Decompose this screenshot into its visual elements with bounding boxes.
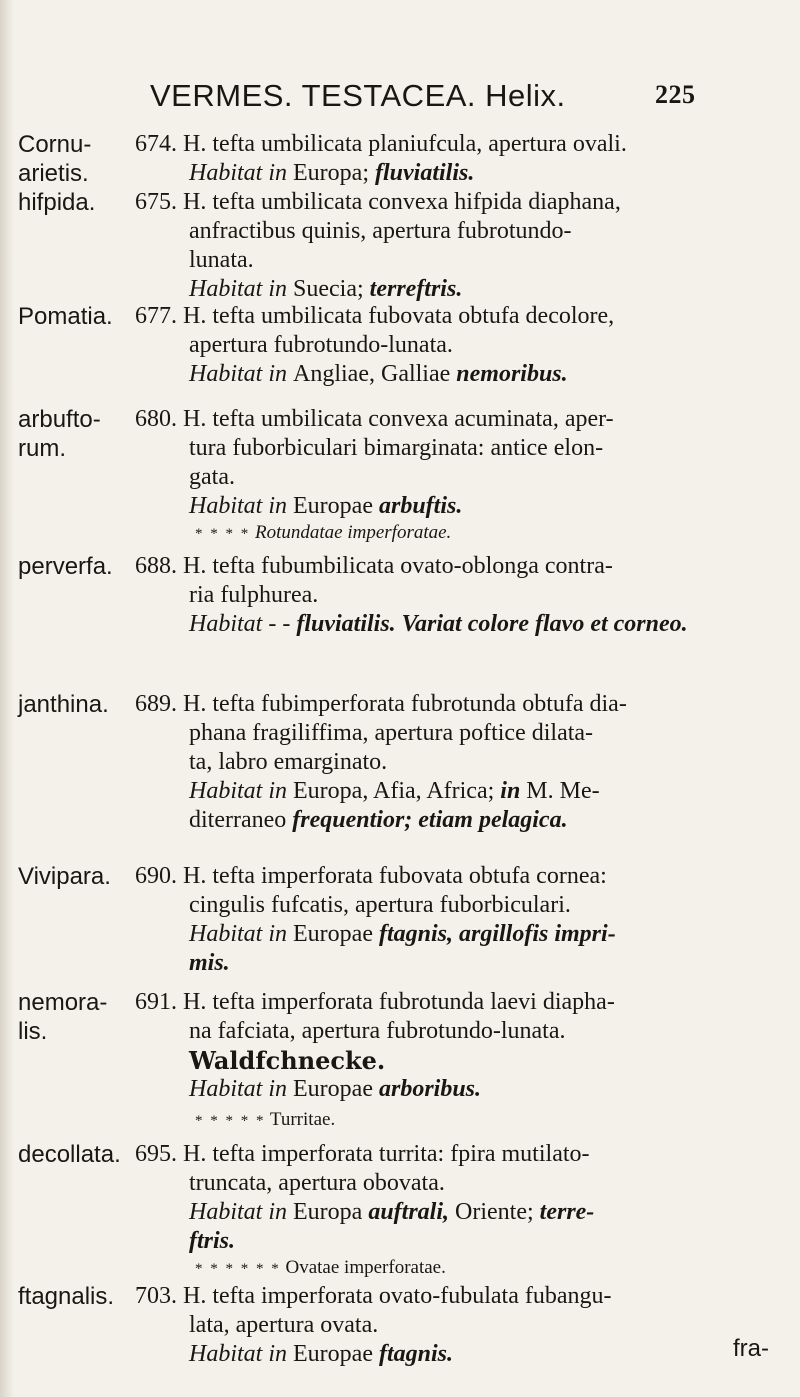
species-name: decollata. bbox=[18, 1141, 121, 1168]
entry-text: 688. H. tefta fubumbilicata ovato-oblonga contra- ria fulphurea. Habitat - - fluviatilis. Variat colore flavo et corneo. bbox=[135, 552, 775, 639]
species-name: Pomatia. bbox=[18, 303, 113, 330]
entry-text: 680. H. tefta umbilicata convexa acuminata, aper- tura fuborbiculari bimarginata: antice elon- gata. Habitat in Europae arbuftis. bbox=[135, 405, 775, 521]
entry-number: 690. bbox=[135, 863, 177, 889]
entry-number: 703. bbox=[135, 1283, 177, 1309]
species-name: perverfa. bbox=[18, 553, 113, 580]
habitat-line: Habitat in Europa; fluviatilis. bbox=[189, 160, 475, 186]
entry-number: 674. bbox=[135, 131, 177, 157]
species-name: Cornu- arietis. bbox=[18, 131, 92, 187]
page-edge-shadow bbox=[0, 0, 14, 1397]
entry-text: 703. H. tefta imperforata ovato-fubulata fubangu- lata, apertura ovata. Habitat in Europae ftagnis. bbox=[135, 1282, 775, 1369]
entry-text: 675. H. tefta umbilicata convexa hifpida diaphana, anfractibus quinis, apertura fubrotundo- lunata. Habitat in Suecia; terreftris. bbox=[135, 188, 775, 304]
habitat-line: Habitat in Suecia; terreftris. bbox=[189, 276, 463, 302]
entry-text: 690. H. tefta imperforata fubovata obtufa cornea: cingulis fufcatis, apertura fuborbiculari. Habitat in Europae ftagnis, argillofis impri- mis. bbox=[135, 862, 775, 978]
page-number: 225 bbox=[655, 80, 696, 109]
entry-text: 689. H. tefta fubimperforata fubrotunda obtufa dia- phana fragiliffima, apertura poftice dilata- ta, labro emarginato. Habitat in Europa, Afia, Africa; in M. Me- diterraneo frequentior; etiam pelagica. bbox=[135, 690, 775, 835]
species-name: ftagnalis. bbox=[18, 1283, 115, 1310]
section-heading: * * * * Rotundatae imperforatae. bbox=[195, 522, 452, 543]
german-name: Waldfchnecke. bbox=[189, 1046, 386, 1075]
habitat-line: Habitat in Europa, Afia, Africa; in M. Me- bbox=[189, 778, 600, 804]
entry-text: 677. H. tefta umbilicata fubovata obtufa decolore, apertura fubrotundo-lunata. Habitat in Angliae, Galliae nemoribus. bbox=[135, 302, 775, 389]
habitat-line: Habitat - - fluviatilis. Variat colore flavo et corneo. bbox=[189, 611, 688, 637]
species-name: nemora- lis. bbox=[18, 989, 108, 1045]
entry-number: 691. bbox=[135, 989, 177, 1015]
entry-text: 674. H. tefta umbilicata planiufcula, apertura ovali. Habitat in Europa; fluviatilis. bbox=[135, 130, 775, 188]
entry-text: 691. H. tefta imperforata fubrotunda laevi diapha- na fafciata, apertura fubrotundo-lunata. Waldfchnecke. Habitat in Europae arboribus. bbox=[135, 988, 775, 1104]
habitat-line: Habitat in Angliae, Galliae nemoribus. bbox=[189, 361, 568, 387]
entry-number: 675. bbox=[135, 189, 177, 215]
habitat-line: Habitat in Europae arboribus. bbox=[189, 1076, 482, 1102]
entry-number: 677. bbox=[135, 303, 177, 329]
entry-text: 695. H. tefta imperforata turrita: fpira mutilato- truncata, apertura obovata. Habitat in Europa auftrali, Oriente; terre- ftris. bbox=[135, 1140, 775, 1256]
habitat-line: Habitat in Europa auftrali, Oriente; terre- bbox=[189, 1199, 595, 1225]
section-heading: * * * * * * Ovatae imperforatae. bbox=[195, 1257, 446, 1278]
entry-number: 680. bbox=[135, 406, 177, 432]
species-name: Vivipara. bbox=[18, 863, 111, 890]
section-heading: * * * * * Turritae. bbox=[195, 1109, 336, 1130]
page-title: VERMES. TESTACEA. Helix. bbox=[150, 78, 566, 113]
catchword: fra- bbox=[733, 1335, 769, 1362]
entry-number: 695. bbox=[135, 1141, 177, 1167]
entry-number: 689. bbox=[135, 691, 177, 717]
species-name: arbufto- rum. bbox=[18, 406, 101, 462]
habitat-line: Habitat in Europae ftagnis. bbox=[189, 1341, 453, 1367]
habitat-line: Habitat in Europae arbuftis. bbox=[189, 493, 463, 519]
species-name: hifpida. bbox=[18, 189, 96, 216]
entry-number: 688. bbox=[135, 553, 177, 579]
species-name: janthina. bbox=[18, 691, 109, 718]
habitat-line: Habitat in Europae ftagnis, argillofis impri- bbox=[189, 921, 616, 947]
